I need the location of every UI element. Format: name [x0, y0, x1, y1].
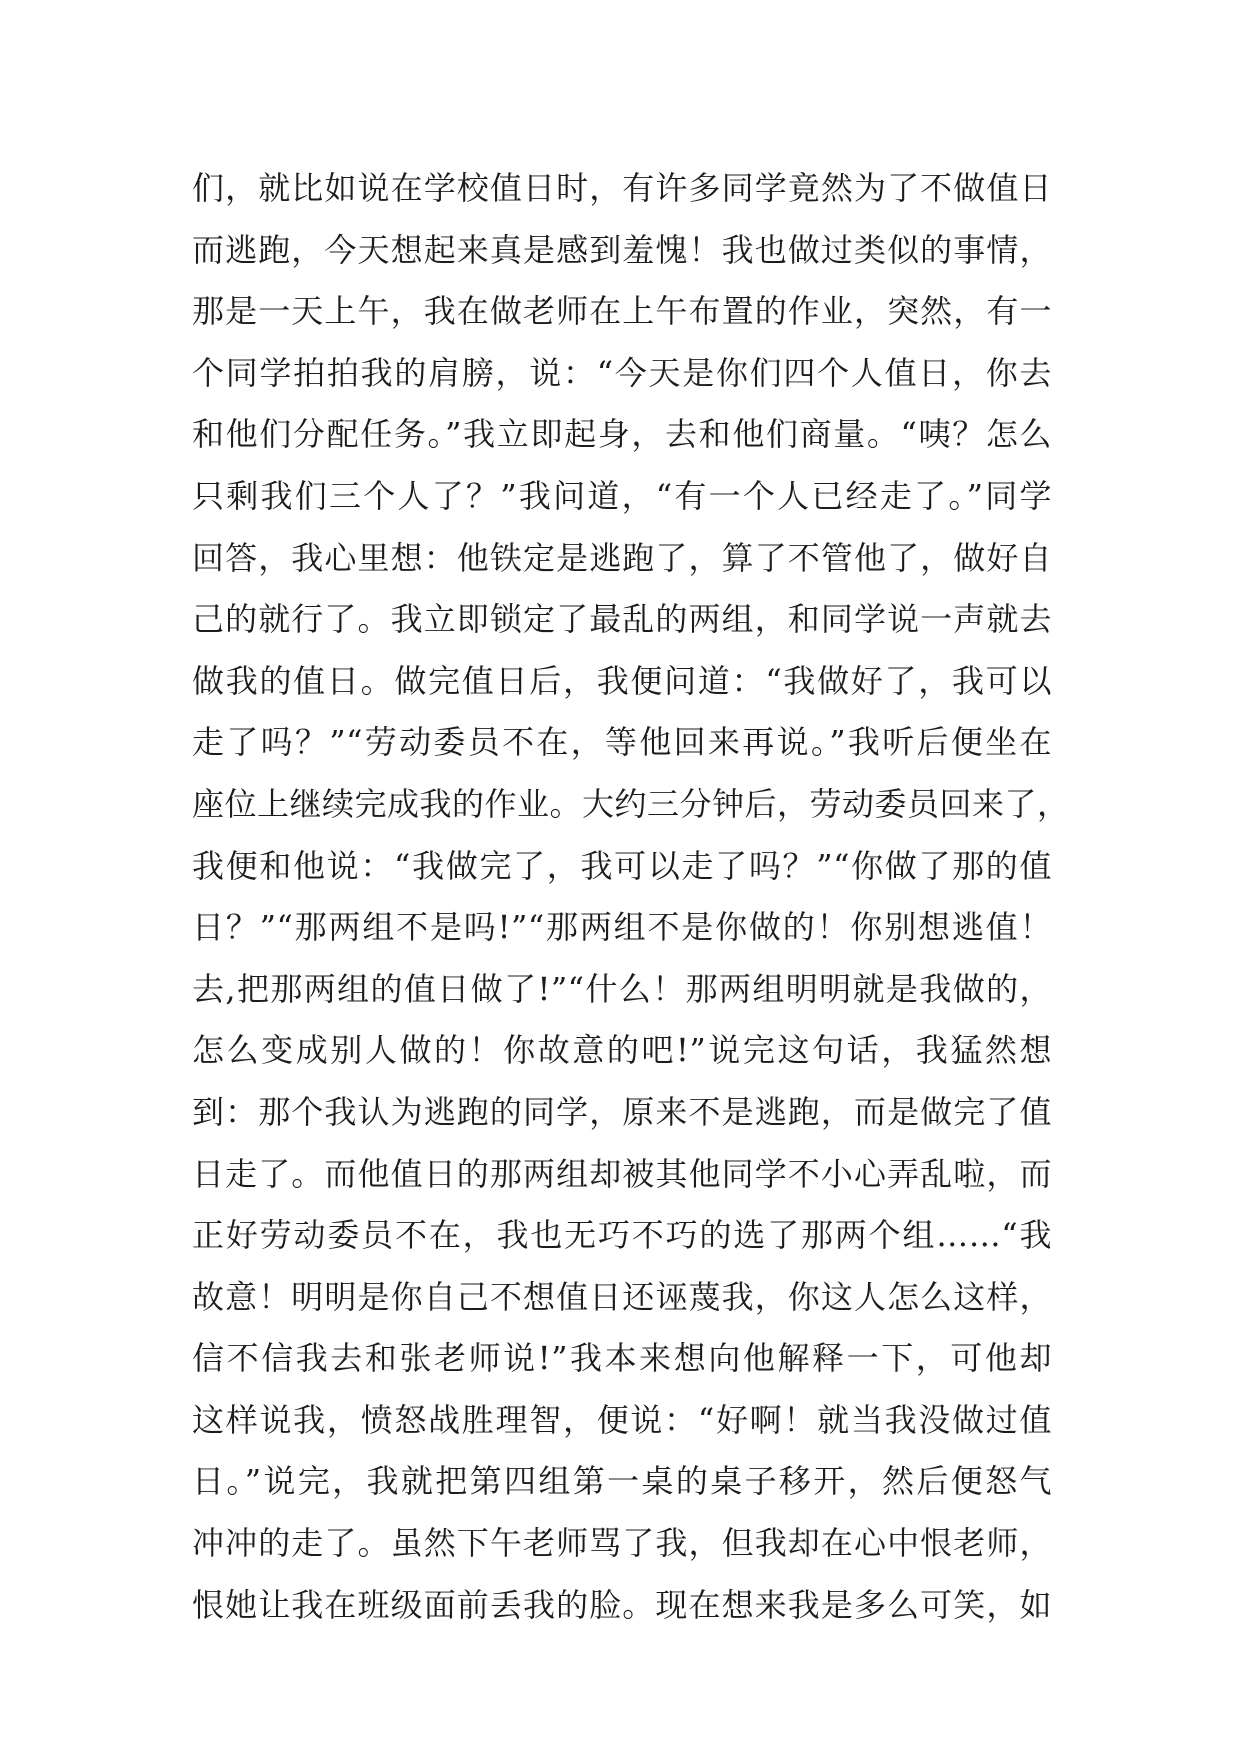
text-line: 只剩我们三个人了？”我问道，“有一个人已经走了。”同学 [192, 476, 1052, 515]
text-line: 座位上继续完成我的作业。大约三分钟后，劳动委员回来了， [192, 784, 1070, 823]
text-line: 日？”“那两组不是吗!”“那两组不是你做的！你别想逃值！ [192, 908, 1052, 947]
text-line: 而逃跑，今天想起来真是感到羞愧！我也做过类似的事情， [192, 230, 1052, 269]
text-line: 做我的值日。做完值日后，我便问道：“我做好了，我可以 [192, 661, 1052, 700]
text-line: 去,把那两组的值日做了!”“什么！那两组明明就是我做的， [192, 969, 1052, 1008]
text-line: 冲冲的走了。虽然下午老师骂了我，但我却在心中恨老师， [192, 1524, 1052, 1563]
body-text [192, 158, 1070, 1636]
text-line: 到：那个我认为逃跑的同学，原来不是逃跑，而是做完了值 [192, 1092, 1052, 1131]
text-line: 那是一天上午，我在做老师在上午布置的作业，突然，有一 [192, 292, 1052, 331]
text-line: 这样说我，愤怒战胜理智，便说：“好啊！就当我没做过值 [192, 1400, 1052, 1439]
text-line: 信不信我去和张老师说!”我本来想向他解释一下，可他却 [192, 1339, 1052, 1378]
text-line: 们，就比如说在学校值日时，有许多同学竟然为了不做值日 [192, 169, 1052, 207]
text-line: 我便和他说：“我做完了，我可以走了吗？”“你做了那的值 [192, 846, 1052, 885]
text-line: 正好劳动委员不在，我也无巧不巧的选了那两个组……“我 [192, 1216, 1052, 1255]
text-line: 恨她让我在班级面前丢我的脸。现在想来我是多么可笑，如 [192, 1585, 1052, 1624]
text-line: 故意！明明是你自己不想值日还诬蔑我，你这人怎么这样， [192, 1277, 1052, 1316]
text-line: 个同学拍拍我的肩膀，说：“今天是你们四个人值日，你去 [192, 353, 1052, 392]
text-line: 走了吗？”“劳动委员不在，等他回来再说。”我听后便坐在 [192, 723, 1052, 762]
text-line: 日走了。而他值日的那两组却被其他同学不小心弄乱啦，而 [192, 1154, 1052, 1193]
text-line: 怎么变成别人做的！你故意的吧!”说完这句话，我猛然想 [192, 1031, 1052, 1070]
text-line: 回答，我心里想：他铁定是逃跑了，算了不管他了，做好自 [192, 538, 1052, 577]
text-line: 和他们分配任务。”我立即起身，去和他们商量。“咦？怎么 [192, 415, 1052, 454]
text-line: 己的就行了。我立即锁定了最乱的两组，和同学说一声就去 [192, 600, 1052, 639]
text-line: 日。”说完，我就把第四组第一桌的桌子移开，然后便怒气 [192, 1462, 1052, 1501]
